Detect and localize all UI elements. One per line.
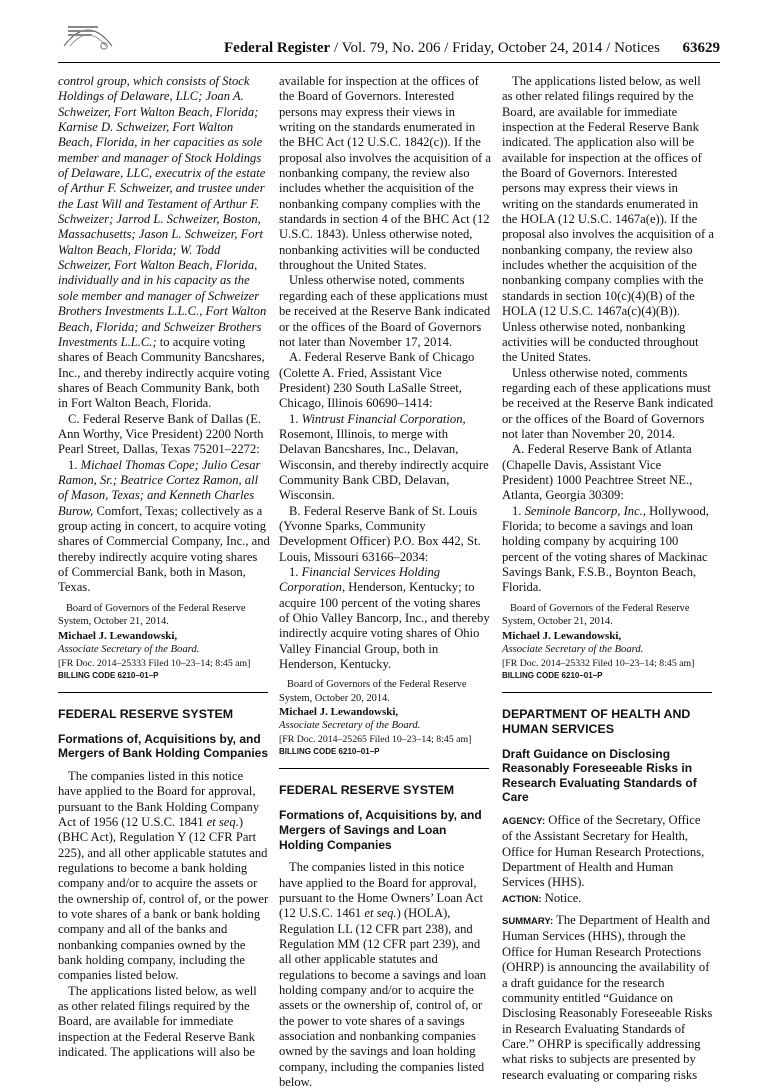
signer-name: Michael J. Lewandowski, bbox=[502, 629, 622, 642]
italic-text: Financial Services Holding Corporation, bbox=[279, 565, 441, 595]
section-separator bbox=[279, 768, 489, 769]
column-1 bbox=[58, 74, 270, 1060]
paragraph: The applications listed below, as well as other related filings required by the Board, are available for immediate inspection at the Federal Reserve Bank indicated. The applications will also be bbox=[58, 983, 257, 1060]
text: Comfort, Texas; collectively as a group acting in concert, to acquire voting shares of Commercial Company, Inc., and thereby indirectly acquire voting shares of Commercial Bank, both in Mason, Texas. bbox=[58, 503, 270, 595]
text: Hollywood, Florida; to become a savings and loan holding company by acquiring 100 percent of the voting shares of Mackinac Savings Bank, F.S.B., Boynton Beach, Florida. bbox=[502, 503, 709, 595]
billing-code: BILLING CODE 6210–01–P bbox=[502, 670, 603, 680]
signer-name: Michael J. Lewandowski, bbox=[279, 706, 399, 719]
signer-title: Associate Secretary of the Board. bbox=[279, 720, 421, 732]
page-number: 63629 bbox=[682, 40, 720, 56]
summary-field bbox=[502, 913, 714, 1083]
italic-text: et seq. bbox=[206, 814, 239, 829]
paragraph: available for inspection at the offices of the Board of Governors. Interested persons may express their views in writing on the standards enumerated in the BHC Act (12 U.S.C. 1842(c)). If the proposal also involves the acquisition of a nonbanking company, the review also includes whether the acquisition of the nonbanking company complies with the standards in section 4 of the BHC Act (12 U.S.C. 1843). Unless otherwise noted, nonbanking activities will be conducted throughout the United States. bbox=[279, 74, 491, 273]
text: ) (HOLA), Regulation LL (12 CFR part 238), and Regulation MM (12 CFR part 239), and all other applicable statutes and regulations to become a savings and loan holding company and/or to acquire the assets or the ownership of, control of, or the power to vote shares of a savings association and nonbanking companies owned by the savings and loan holding company, including the companies listed below. bbox=[279, 906, 487, 1089]
signer-title: Associate Secretary of the Board. bbox=[58, 643, 200, 655]
paragraph: C. Federal Reserve Bank of Dallas (E. Ann Worthy, Vice President) 2200 North Pearl Street, Dallas, Texas 75201–2272: bbox=[58, 411, 264, 457]
board-statement: Board of Governors of the Federal Reserve System, October 21, 2014. bbox=[502, 602, 690, 628]
section-separator bbox=[58, 692, 268, 693]
item-number: 1. bbox=[68, 457, 81, 472]
paragraph: B. Federal Reserve Bank of St. Louis (Yvonne Sparks, Community Development Officer) P.O. Box 442, St. Louis, Missouri 63166–2034: bbox=[279, 503, 481, 564]
board-statement: Board of Governors of the Federal Reserve System, October 20, 2014. bbox=[279, 679, 467, 704]
running-head bbox=[224, 40, 660, 57]
action-field bbox=[502, 891, 714, 907]
paragraph: A. Federal Reserve Bank of Atlanta (Chapelle Davis, Assistant Vice President) 1000 Peachtree Street NE., Atlanta, Georgia 30309: bbox=[502, 442, 693, 503]
text: The Department of Health and Human Services (HHS), through the Office for Human Research Protections (OHRP) is announcing the availability of a draft guidance for the research community entitled “Guidance on Disclosing Reasonably Foreseeable Risks in Research Evaluating Standards of Care.” OHRP is specifically addressing what risks to subjects are presented by research evaluating or comparing risks bbox=[502, 913, 713, 1082]
gpo-authenticated-logo bbox=[60, 16, 116, 52]
signer-title: Associate Secretary of the Board. bbox=[502, 643, 644, 655]
paragraph bbox=[502, 504, 714, 596]
field-label: AGENCY: bbox=[502, 816, 546, 828]
issue-citation: / Vol. 79, No. 206 / Friday, October 24, 2014 / Notices bbox=[330, 40, 660, 56]
billing-code: BILLING CODE 6210–01–P bbox=[58, 670, 159, 680]
header-rule bbox=[58, 62, 720, 63]
board-statement: Board of Governors of the Federal Reserve System, October 21, 2014. bbox=[58, 602, 246, 628]
paragraph: Unless otherwise noted, comments regarding each of these applications must be received at the Reserve Bank indicated or the offices of the Board of Governors not later than November 20, 2014. bbox=[502, 365, 714, 441]
paragraph bbox=[58, 458, 270, 596]
page-header bbox=[46, 14, 720, 62]
agency-field bbox=[502, 813, 714, 891]
paragraph: The applications listed below, as well as other related filings required by the Board, are available for immediate inspection at the Federal Reserve Bank indicated. The application also will be available for inspection at the offices of the Board of Governors. Interested persons may express their views in writing on the standards enumerated in the HOLA (12 U.S.C. 1467a(e)). If the proposal also involves the acquisition of a nonbanking company, the review also includes whether the acquisition of the nonbanking company complies with the standards in section 10(c)(4)(B) of the HOLA (12 U.S.C. 1467a(c)(4)(B)). Unless otherwise noted, nonbanking activities will be conducted throughout the United States. bbox=[502, 74, 714, 365]
text: Henderson, Kentucky; to acquire 100 percent of the voting shares of Ohio Valley Bancorp, Inc., and thereby indirectly acquire voting shares of Ohio Valley Financial Group, both in Henderson, Kentucky. bbox=[279, 580, 490, 672]
paragraph bbox=[58, 769, 270, 984]
agency-heading: FEDERAL RESERVE SYSTEM bbox=[58, 706, 234, 721]
item-number: 1. bbox=[512, 503, 525, 518]
agency-heading: FEDERAL RESERVE SYSTEM bbox=[279, 783, 455, 798]
fr-doc-line: [FR Doc. 2014–25332 Filed 10–23–14; 8:45 am] bbox=[502, 657, 695, 669]
paragraph bbox=[279, 565, 491, 672]
notice-title: Draft Guidance on Disclosing Reasonably Foreseeable Risks in Research Evaluating Standards of Care bbox=[502, 746, 697, 805]
text: ) (BHC Act), Regulation Y (12 CFR Part 225), and all other applicable statutes and regulations to become a bank holding company and/or to acquire the assets or the ownership of, control of, or the power to vote shares of a bank or bank holding company and all of the banks and nonbanking companies owned by the bank holding company, including the companies listed below. bbox=[58, 814, 269, 983]
fr-doc-line: [FR Doc. 2014–25265 Filed 10–23–14; 8:45 am] bbox=[279, 734, 472, 746]
journal-name: Federal Register bbox=[224, 40, 331, 56]
italic-text: control group, which consists of Stock Holdings of Delaware, LLC; Joan A. Schweizer, Fort Walton Beach, Florida; Karnise D. Schweizer, Fort Walton Beach, Florida, in her capacities as sole member and manager of Stock Holdings of Delaware, LLC, executrix of the estate of Arthur F. Schweizer, and trustee under the Last Will and Testament of Arthur F. Schweizer; Jarrod L. Schweizer, Boston, Massachusetts; Jason L. Schweizer, Fort Walton Beach, Florida; W. Todd Schweizer, Fort Walton Beach, Florida, individually and in his capacity as the sole member and manager of Schweizer Brothers Investments L.L.C., Fort Walton Beach, Florida; and Schweizer Brothers Investments L.L.C.; bbox=[58, 74, 267, 349]
field-label: SUMMARY: bbox=[502, 916, 554, 928]
text: to acquire voting shares of Beach Community Bancshares, Inc., and thereby indirectly acquire voting shares of Beach Community Bank, both in Fort Walton Beach, Florida. bbox=[58, 334, 270, 411]
text: The companies listed in this notice have applied to the Board for approval, pursuant to the Bank Holding Company Act of 1956 (12 U.S.C. 1841 bbox=[58, 768, 260, 829]
text: Office of the Secretary, Office of the Assistant Secretary for Health, Office for Human Research Protections, Department of Health and Human Services (HHS). bbox=[502, 813, 705, 890]
paragraph: Unless otherwise noted, comments regarding each of these applications must be received at the Reserve Bank indicated or the offices of the Board of Governors not later than November 17, 2014. bbox=[279, 273, 491, 349]
column-2 bbox=[279, 74, 491, 1090]
italic-text: et seq. bbox=[364, 906, 397, 921]
signer-name: Michael J. Lewandowski, bbox=[58, 629, 178, 642]
text: The companies listed in this notice have applied to the Board for approval, pursuant to the Home Owners’ Loan Act (12 U.S.C. 1461 bbox=[279, 860, 484, 921]
item-number: 1. bbox=[289, 411, 302, 426]
italic-text: Michael Thomas Cope; Julio Cesar Ramon, Sr.; Beatrice Cortez Ramon, all of Mason, Texas; and Kenneth Charles Burow, bbox=[58, 457, 261, 518]
section-separator bbox=[502, 692, 712, 693]
field-label: ACTION: bbox=[502, 893, 542, 905]
agency-heading: DEPARTMENT OF HEALTH AND HUMAN SERVICES bbox=[502, 706, 691, 736]
paragraph bbox=[58, 74, 270, 412]
notice-title: Formations of, Acquisitions by, and Mergers of Savings and Loan Holding Companies bbox=[279, 808, 482, 852]
fr-doc-line: [FR Doc. 2014–25333 Filed 10–23–14; 8:45 am] bbox=[58, 657, 251, 669]
paragraph bbox=[279, 860, 491, 1090]
notice-title: Formations of, Acquisitions by, and Mergers of Bank Holding Companies bbox=[58, 731, 269, 761]
paragraph bbox=[279, 412, 491, 504]
column-3 bbox=[502, 74, 714, 1083]
text: Notice. bbox=[541, 890, 582, 905]
text: Rosemont, Illinois, to merge with Delavan Bancshares, Inc., Delavan, Wisconsin, and thereby indirectly acquire Community Bank CBD, Delavan, Wisconsin. bbox=[279, 426, 489, 503]
italic-text: Wintrust Financial Corporation, bbox=[301, 411, 466, 426]
item-number: 1. bbox=[289, 565, 302, 579]
gpo-seal-icon bbox=[60, 16, 116, 52]
italic-text: Seminole Bancorp, Inc., bbox=[524, 503, 646, 518]
paragraph: A. Federal Reserve Bank of Chicago (Colette A. Fried, Assistant Vice President) 230 South LaSalle Street, Chicago, Illinois 60690–1414: bbox=[279, 350, 475, 411]
billing-code: BILLING CODE 6210–01–P bbox=[279, 747, 380, 757]
